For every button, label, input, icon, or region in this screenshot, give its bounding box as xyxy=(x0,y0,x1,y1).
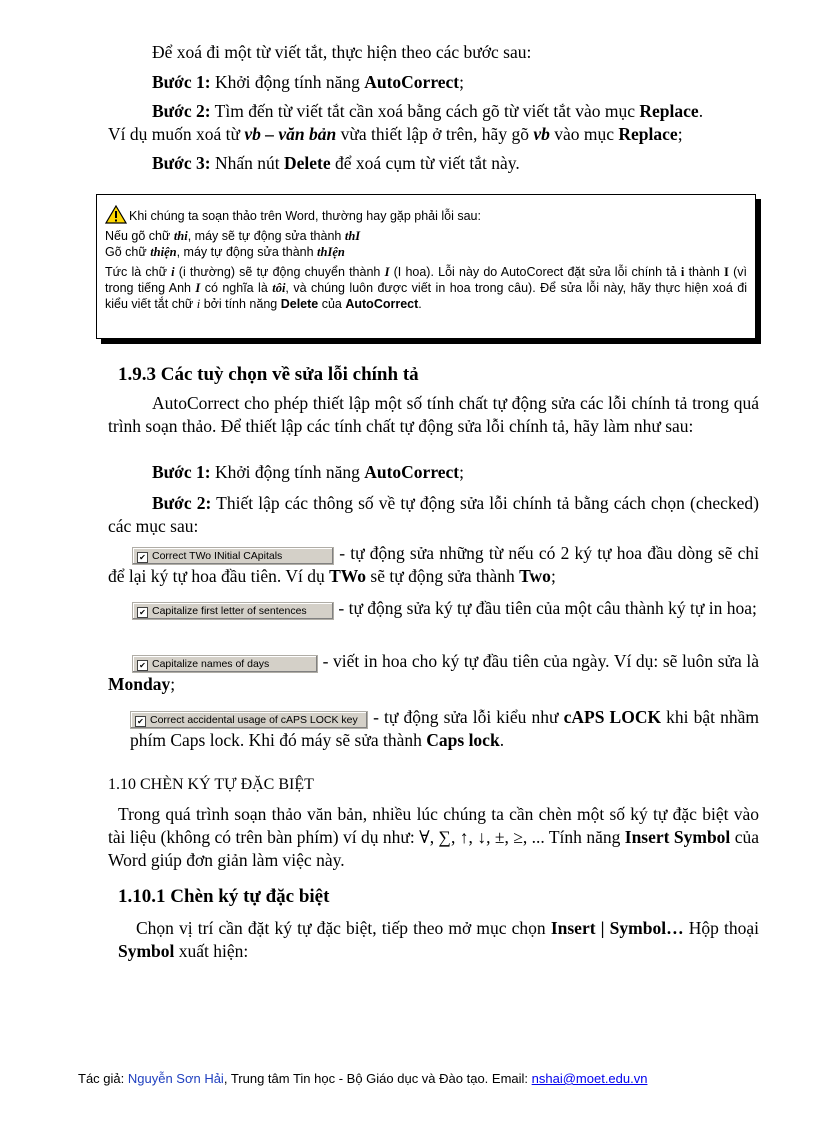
emph-term: thi xyxy=(173,229,188,243)
step-text: Tìm đến từ viết tắt cần xoá bằng cách gõ từ viết tắt vào mục xyxy=(210,101,640,121)
note-text: , máy tự động sửa thành xyxy=(176,245,318,259)
bold-term: AutoCorrect xyxy=(345,297,419,311)
bold-term: i xyxy=(680,265,685,279)
punct: ; xyxy=(459,72,465,92)
step-text: Thiết lập các thông số về tự động sửa lỗi chính tả bằng cách chọn (checked) các mục sau: xyxy=(108,493,759,536)
step-label: Bước 3: xyxy=(152,153,211,173)
bold-term: Two xyxy=(519,566,551,586)
bold-term: I xyxy=(724,265,729,279)
bold-term: Replace xyxy=(639,101,699,121)
emph-term: vb xyxy=(533,124,550,144)
emph-term: I xyxy=(384,265,390,279)
step-text: Khởi động tính năng xyxy=(210,462,365,482)
punct: ; xyxy=(459,462,465,482)
autocorrect-checkbox[interactable] xyxy=(132,602,334,620)
paragraph-text: Chọn vị trí cần đặt ký tự đặc biệt, tiếp theo mở mục chọn xyxy=(136,918,551,938)
note-text: , máy sẽ tự động sửa thành xyxy=(187,229,345,243)
step-text: Khởi động tính năng xyxy=(210,72,365,92)
note-text: (vì trong tiếng Anh xyxy=(105,265,747,295)
checkbox-checked-icon: ✔ xyxy=(135,716,146,727)
punct: . xyxy=(499,730,505,750)
emph-term: vb – văn bản xyxy=(244,124,337,144)
option-text: - tự động sửa ký tự đầu tiên của một câu thành ký tự in hoa; xyxy=(334,598,757,618)
checkbox-checked-icon: ✔ xyxy=(137,552,148,563)
paragraph-text: Hộp thoại xyxy=(683,918,759,938)
note-text: Nếu gõ chữ xyxy=(105,229,174,243)
intro-step2: Bước 2: Tìm đến từ viết tắt cần xoá bằng cách gõ từ viết tắt vào mục Replace. Ví dụ muốn xoá từ vb – văn bản vừa thiết lập ở trên, hãy gõ vb vào mục Replace; xyxy=(108,101,704,144)
option-correct-two-initial xyxy=(108,542,759,588)
bold-term: TWo xyxy=(329,566,367,586)
bold-term: Delete xyxy=(284,153,331,173)
note-text: có nghĩa là xyxy=(200,281,273,295)
emph-term: i xyxy=(171,265,175,279)
author-name: Nguyễn Sơn Hải xyxy=(127,1071,224,1086)
section-heading-1-10-1: 1.10.1 Chèn ký tự đặc biệt xyxy=(118,886,330,907)
step-text: vừa thiết lập ở trên, hãy gõ xyxy=(336,124,534,144)
emph-term: thI xyxy=(344,229,361,243)
page-footer xyxy=(78,1071,647,1086)
note-text: , và chúng luôn được viết in hoa trong câu). Để sửa lỗi này, hãy xyxy=(285,281,651,295)
emph-term: i xyxy=(196,297,201,311)
sec193-step1 xyxy=(152,461,762,484)
step-text: để xoá cụm từ viết tắt này. xyxy=(330,153,520,173)
step-label: Bước 2: xyxy=(152,101,211,121)
bold-term: Insert | Symbol… xyxy=(550,918,684,938)
bold-term: cAPS LOCK xyxy=(563,707,662,727)
section-heading-1-10: 1.10 CHÈN KÝ TỰ ĐẶC BIỆT xyxy=(108,776,314,793)
note-line-2 xyxy=(105,228,747,244)
step-text: vào mục xyxy=(549,124,619,144)
autocorrect-checkbox[interactable] xyxy=(132,655,318,673)
sec1101-paragraph xyxy=(118,917,759,963)
bold-term: AutoCorrect xyxy=(364,462,460,482)
option-text: - tự động sửa những từ nếu có 2 ký tự hoa đầu dòng sẽ chỉ để lại ký tự hoa đầu tiên. Ví dụ xyxy=(108,543,759,586)
paragraph-text: xuất hiện: xyxy=(174,941,249,961)
autocorrect-checkbox[interactable] xyxy=(130,711,368,729)
step-text: Ví dụ muốn xoá từ xyxy=(108,124,245,144)
option-text: - tự động sửa lỗi kiểu như xyxy=(368,707,564,727)
step-text: Nhấn nút xyxy=(210,153,284,173)
note-text: Khi chúng ta soạn thảo trên Word, thường hay gặp phải lỗi sau: xyxy=(129,209,481,223)
intro-step3 xyxy=(152,152,762,175)
warning-note-box xyxy=(96,194,756,339)
checkbox-label: Capitalize names of days xyxy=(152,658,270,670)
sec193-step2 xyxy=(108,492,759,538)
punct: ; xyxy=(550,566,556,586)
option-text: - viết in hoa cho ký tự đầu tiên của ngày. Ví dụ: sẽ luôn sửa là xyxy=(318,651,759,671)
note-text: (i thường) sẽ tự động chuyển thành xyxy=(174,265,385,279)
option-text: khi bật nhầm phím Caps lock. Khi đó máy sẽ sửa thành xyxy=(130,707,759,750)
emph-term: I xyxy=(195,281,201,295)
note-text: thành xyxy=(688,265,725,279)
paragraph-text: Trong quá trình soạn thảo văn bản, nhiều lúc chúng ta cần chèn một số ký tự đặc biệt vào tài liệu (không có trên bàn phím) ví dụ như: ∀, ∑, ↑, ↓, ±, ≥, ... Tính năng xyxy=(108,804,759,847)
bold-term: Symbol xyxy=(118,941,175,961)
note-paragraph xyxy=(105,264,747,312)
option-text: sẽ tự động sửa thành xyxy=(366,566,520,586)
punct: ; xyxy=(677,124,683,144)
checkbox-label: Capitalize first letter of sentences xyxy=(152,605,307,617)
checkbox-checked-icon: ✔ xyxy=(137,660,148,671)
paragraph-text: của Word giúp đơn giản làm việc này. xyxy=(108,827,760,870)
checkbox-label: Correct TWo INitial CApitals xyxy=(152,550,283,562)
step-label: Bước 1: xyxy=(152,462,211,482)
note-line-3 xyxy=(105,244,747,260)
bold-term: Caps lock xyxy=(426,730,500,750)
step-label: Bước 2: xyxy=(152,493,212,513)
emph-term: thiện xyxy=(150,245,177,259)
option-caps-lock xyxy=(130,706,759,752)
note-text: (I hoa). Lỗi này do AutoCorect đặt sửa lỗi chính tả xyxy=(389,265,681,279)
section-heading-1-9-3: 1.9.3 Các tuỳ chọn về sửa lỗi chính tả xyxy=(118,364,419,385)
email-link[interactable]: nshai@moet.edu.vn xyxy=(531,1071,648,1086)
checkbox-label: Correct accidental usage of cAPS LOCK key xyxy=(150,714,358,726)
autocorrect-checkbox[interactable] xyxy=(132,547,334,565)
option-capitalize-days xyxy=(108,650,759,696)
emph-term: tôi xyxy=(272,281,286,295)
note-text: của xyxy=(318,297,346,311)
footer-text: , Trung tâm Tin học - Bộ Giáo dục và Đào tạo. Email: xyxy=(223,1071,532,1086)
step-label: Bước 1: xyxy=(152,72,211,92)
note-text: bởi tính năng xyxy=(200,297,281,311)
note-text: Gõ chữ xyxy=(105,245,151,259)
punct: . xyxy=(418,297,422,311)
bold-term: Insert Symbol xyxy=(624,827,731,847)
intro-step1 xyxy=(152,71,762,94)
footer-text: Tác giả: xyxy=(78,1071,128,1086)
note-text: thực hiện xoá đi kiểu viết tắt chữ xyxy=(105,281,747,311)
warning-triangle-icon xyxy=(105,205,127,228)
note-text: Tức là chữ xyxy=(105,265,172,279)
sec110-paragraph xyxy=(108,803,759,872)
bold-term: Delete xyxy=(280,297,319,311)
bold-term: Monday xyxy=(108,674,171,694)
punct: ; xyxy=(170,674,176,694)
note-line-1 xyxy=(105,205,747,228)
emph-term: thIện xyxy=(317,245,345,259)
intro-text: Để xoá đi một từ viết tắt, thực hiện theo các bước sau: xyxy=(152,42,532,62)
bold-term: Replace xyxy=(618,124,678,144)
bold-term: AutoCorrect xyxy=(364,72,460,92)
option-capitalize-first-letter xyxy=(108,597,759,620)
checkbox-checked-icon: ✔ xyxy=(137,607,148,618)
sec193-paragraph: AutoCorrect cho phép thiết lập một số tính chất tự động sửa các lỗi chính tả trong quá trình soạn thảo. Để thiết lập các tính chất tự động sửa lỗi chính tả, hãy làm như sau: xyxy=(108,393,759,436)
